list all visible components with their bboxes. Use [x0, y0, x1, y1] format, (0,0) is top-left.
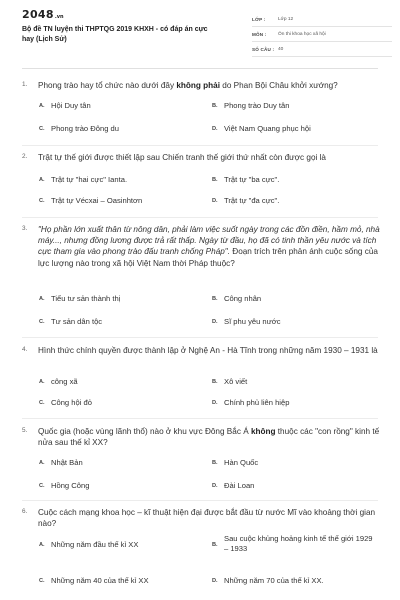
- option-text: Nhật Bản: [51, 458, 83, 467]
- site-logo[interactable]: [22, 8, 64, 22]
- option-text: Trật tự Vécxai – Oasinhtơn: [51, 196, 143, 205]
- option-text: Trật tự "ba cực".: [224, 175, 280, 184]
- meta-panel: [252, 15, 392, 60]
- question-divider: [22, 418, 378, 419]
- question-number: 2.: [22, 153, 28, 160]
- option-letter: B.: [212, 103, 218, 109]
- option-text: Tư sản dân tộc: [51, 317, 103, 326]
- header: [22, 8, 382, 64]
- option-text: Chính phủ liên hiệp: [224, 398, 290, 407]
- option-text: Xô viết: [224, 377, 248, 386]
- option-text: công xã: [51, 377, 78, 386]
- option-letter: D.: [212, 578, 218, 584]
- option-text: Trật tự "đa cực".: [224, 196, 280, 205]
- header-divider: [22, 68, 378, 69]
- option-letter: B.: [212, 177, 218, 183]
- option-letter: B.: [212, 460, 218, 466]
- option-letter: D.: [212, 319, 218, 325]
- option-letter: C.: [39, 319, 45, 325]
- option-text: Đài Loan: [224, 481, 255, 490]
- option-letter: C.: [39, 578, 45, 584]
- question-number: 1.: [22, 81, 28, 88]
- question-divider: [22, 500, 378, 501]
- question-text-part: Quốc gia (hoặc vùng lãnh thổ) nào ở khu vực Đông Bắc Á: [38, 427, 251, 436]
- option-text: Công hội đỏ: [51, 398, 92, 407]
- meta-value: Ôn thi khoa học xã hội: [278, 32, 326, 37]
- option-text: Tiểu tư sản thành thị: [51, 294, 121, 303]
- option-letter: A.: [39, 103, 45, 109]
- option-text: Những năm đầu thế kỉ XX: [51, 540, 139, 549]
- meta-row-subject: [252, 30, 392, 42]
- option-text: Phong trào Đông du: [51, 124, 119, 133]
- option-text: Sau cuộc khủng hoảng kinh tế thế giới 1929 – 1933: [224, 534, 373, 553]
- meta-label: MÔN :: [252, 32, 267, 37]
- option-text: Hội Duy tân: [51, 101, 91, 110]
- option-text: Sĩ phu yêu nước: [224, 317, 281, 326]
- option-letter: A.: [39, 177, 45, 183]
- meta-label: SỐ CÂU :: [252, 47, 275, 52]
- question-text-part: Cuộc cách mạng khoa học – kĩ thuật hiện đại được bắt đầu từ nước Mĩ vào khoảng thời gian nào?: [38, 508, 376, 529]
- option-text: Trật tự "hai cực" Ianta.: [51, 175, 128, 184]
- question-text-part: thuộc các "con rồng" kinh tế nửa sau thế kỉ XX?: [38, 427, 380, 448]
- question-number: 4.: [22, 346, 28, 353]
- question-text: [38, 345, 383, 356]
- option-letter: D.: [212, 198, 218, 204]
- option-text: Việt Nam Quang phục hội: [224, 124, 311, 133]
- option-letter: C.: [39, 198, 45, 204]
- option-letter: D.: [212, 400, 218, 406]
- option-letter: B.: [212, 542, 218, 548]
- emphasis-text: không: [250, 427, 276, 436]
- question-text: [38, 80, 383, 91]
- question-text-part: Trật tự thế giới được thiết lập sau Chiến tranh thế giới thứ nhất còn được gọi là: [38, 153, 326, 162]
- question-divider: [22, 217, 378, 218]
- option-letter: C.: [39, 483, 45, 489]
- question-text: [38, 507, 383, 529]
- question-text: [38, 152, 383, 163]
- option-letter: D.: [212, 126, 218, 132]
- option-letter: A.: [39, 542, 45, 548]
- document-title: Bộ đề TN luyện thi THPTQG 2019 KHXH - có đáp án cực hay (Lịch Sử): [22, 26, 208, 43]
- meta-value: Lớp 12: [278, 17, 294, 22]
- option-text: Những năm 70 của thế kỉ XX.: [224, 576, 324, 585]
- option-letter: B.: [212, 296, 218, 302]
- question-divider: [22, 145, 378, 146]
- option-text: Hồng Công: [51, 481, 90, 490]
- quoted-text: "Họ phần lớn xuất thân từ nông dân, phải làm việc suốt ngày trong các đồn điền, hầm mỏ, nhà máy..., nhưng đồng lương được trả rất thấp. Ngày từ đầu, họ đã có tinh thần yêu nước và tích cực tham gia vào phong trào đấu tranh chống Pháp".: [38, 225, 380, 257]
- option-letter: C.: [39, 400, 45, 406]
- question-divider: [22, 337, 378, 338]
- question-number: 5.: [22, 427, 28, 434]
- meta-value: 40: [278, 47, 284, 52]
- emphasis-text: không phải: [176, 81, 220, 90]
- question-text: [38, 426, 383, 448]
- logo-main: 2048: [22, 8, 54, 21]
- question-text-part: do Phan Bội Châu khởi xướng?: [220, 81, 338, 90]
- meta-row-class: [252, 15, 392, 27]
- option-text: Những năm 40 của thế kỉ XX: [51, 576, 149, 585]
- question-number: 3.: [22, 225, 28, 232]
- option-text: Công nhân: [224, 294, 262, 303]
- question-text-part: Phong trào hay tổ chức nào dưới đây: [38, 81, 177, 90]
- option-letter: A.: [39, 460, 45, 466]
- question-number: 6.: [22, 508, 28, 515]
- logo-sub: .vn: [54, 14, 64, 20]
- option-text: Hàn Quốc: [224, 458, 259, 467]
- meta-row-question-count: [252, 45, 392, 57]
- question-text-part: Đoạn trích trên phản ánh cuộc sống của lực lượng nào trong xã hội Việt Nam thời Pháp thuộc?: [38, 247, 378, 268]
- option-letter: A.: [39, 296, 45, 302]
- option-text: Phong trào Duy tân: [224, 101, 290, 110]
- meta-label: LỚP :: [252, 17, 266, 22]
- option-letter: D.: [212, 483, 218, 489]
- option-letter: A.: [39, 379, 45, 385]
- question-text: [38, 224, 383, 269]
- option-letter: C.: [39, 126, 45, 132]
- option-letter: B.: [212, 379, 218, 385]
- question-text-part: Hình thức chính quyền được thành lập ở Nghệ An - Hà Tĩnh trong những năm 1930 – 1931 là: [38, 346, 378, 355]
